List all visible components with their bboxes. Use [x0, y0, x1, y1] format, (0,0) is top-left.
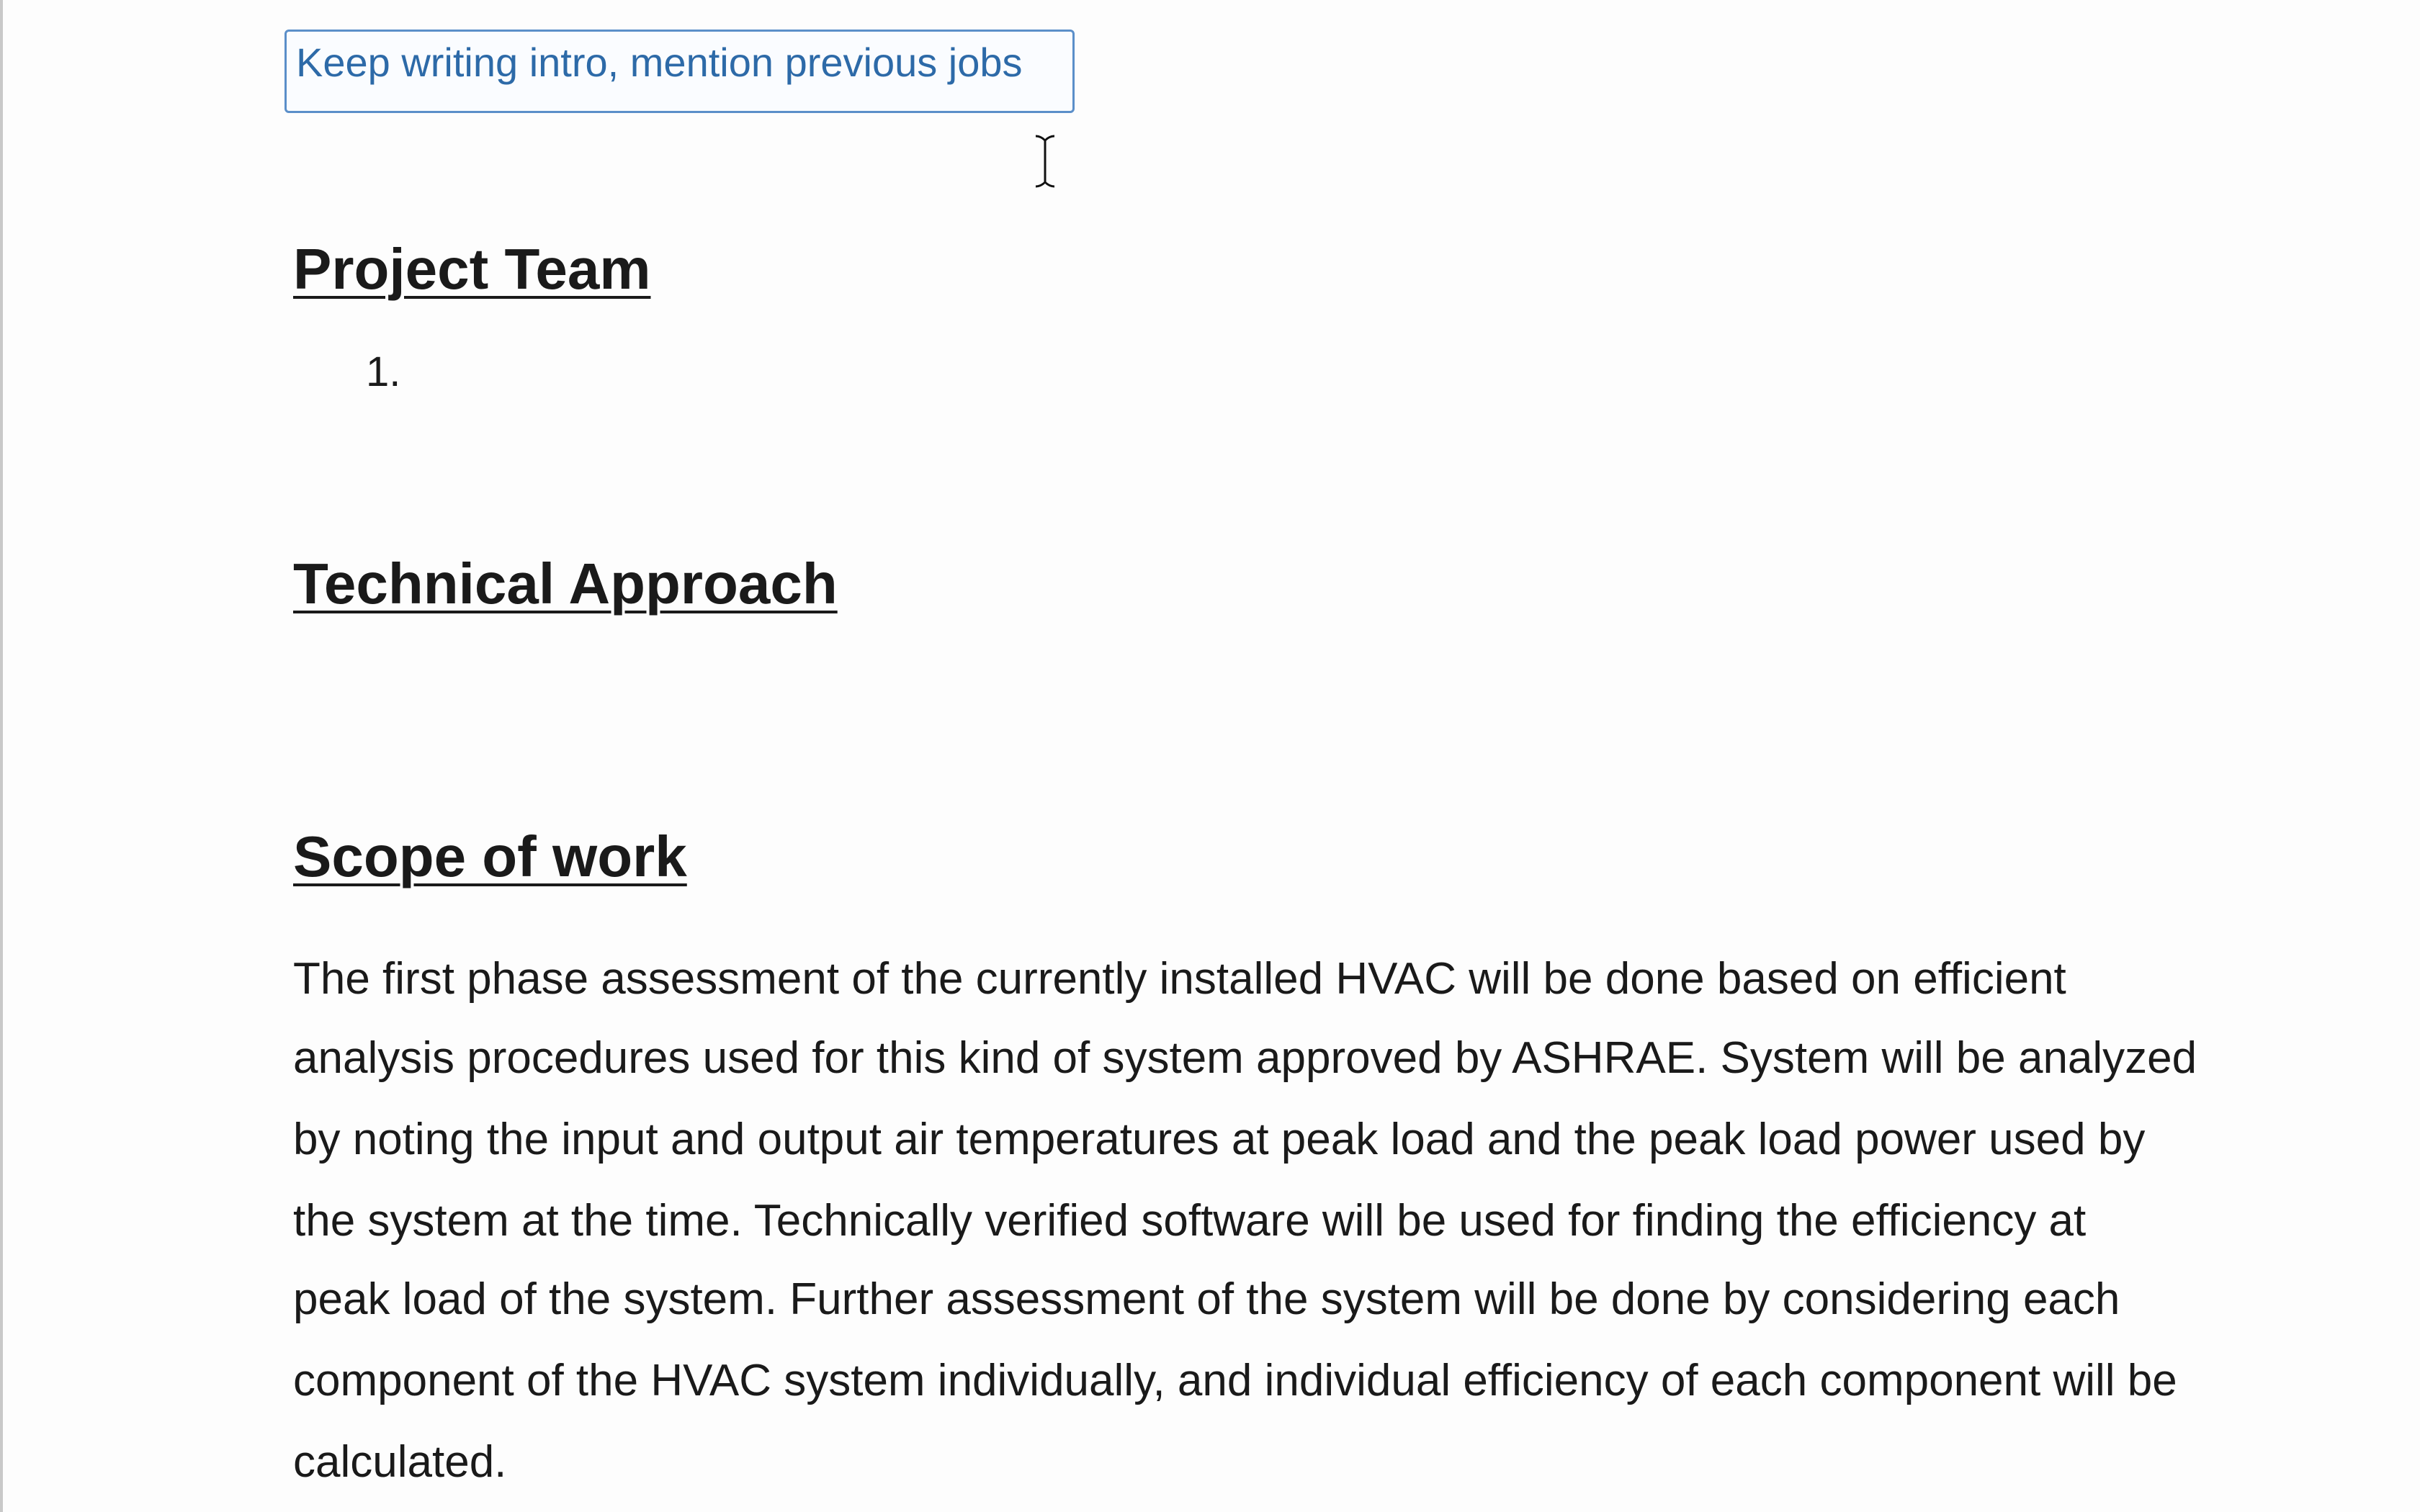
heading-technical-approach: Technical Approach — [293, 552, 838, 616]
comment-note[interactable] — [284, 30, 1075, 113]
text-cursor-icon — [1033, 134, 1057, 189]
paragraph-line: analysis procedures used for this kind of system approved by ASHRAE. System will be analyzed — [293, 1033, 2197, 1083]
paragraph-line: the system at the time. Technically verified software will be used for finding the efficiency at — [293, 1196, 2087, 1246]
numbered-list-item[interactable]: 1. — [366, 348, 401, 395]
paragraph-line: component of the HVAC system individually, and individual efficiency of each component will be — [293, 1356, 2177, 1405]
paragraph-line: The first phase assessment of the currently installed HVAC will be done based on efficient — [293, 954, 2066, 1004]
comment-text[interactable]: Keep writing intro, mention previous jobs — [296, 40, 1023, 85]
paragraph-line: peak load of the system. Further assessment of the system will be done by considering each — [293, 1274, 2120, 1324]
paragraph-line: calculated. — [293, 1437, 507, 1487]
heading-scope-of-work: Scope of work — [293, 824, 687, 888]
heading-project-team: Project Team — [293, 237, 651, 301]
paragraph-line: by noting the input and output air temperatures at peak load and the peak load power used by — [293, 1115, 2146, 1164]
